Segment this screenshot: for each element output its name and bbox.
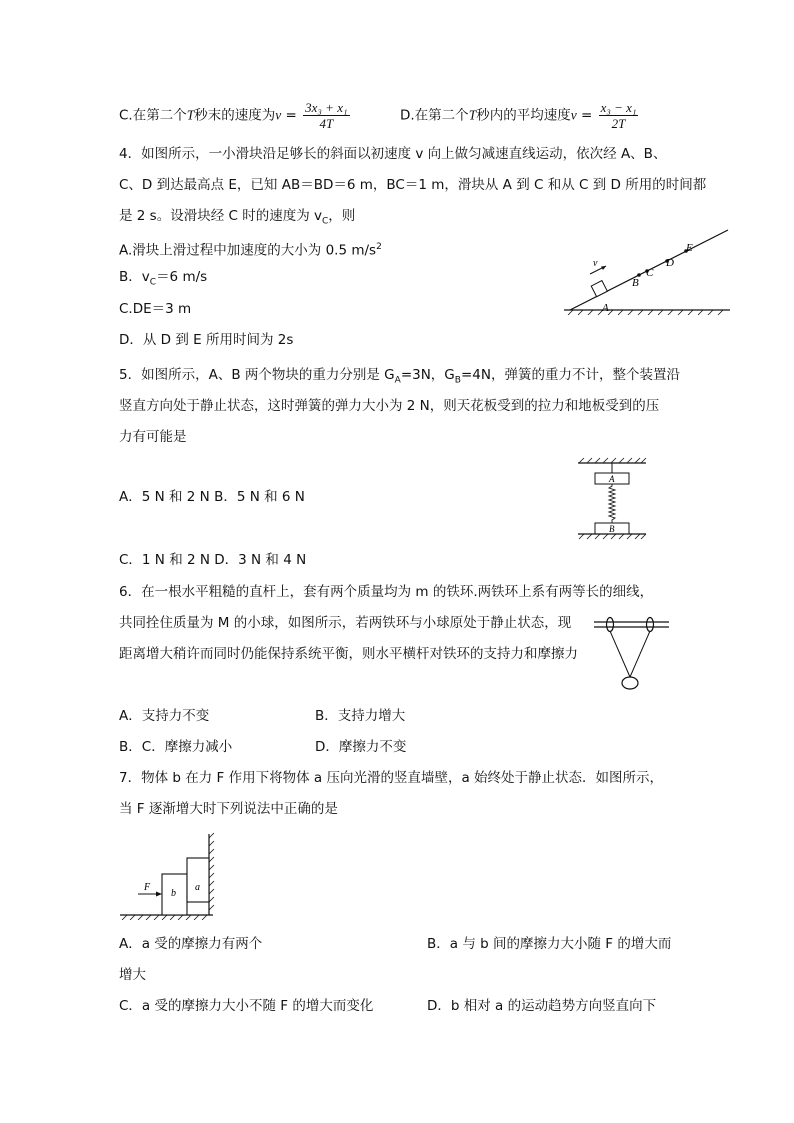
q6-option-c: B．C．摩擦力减小 (119, 739, 233, 755)
q3-c-fraction (303, 100, 349, 131)
q6-option-b: B．支持力增大 (315, 708, 406, 724)
q4-label-a: A (602, 302, 609, 314)
q7-label-f: F (144, 882, 151, 893)
q7-wall-figure (118, 832, 218, 920)
q7-line-1: 7．物体 b 在力 F 作用下将物体 a 压向光滑的竖直墙壁，a 始终处于静止状态．如图所示， (119, 770, 664, 786)
q7-wall-hatch (209, 833, 214, 910)
q6-string-left (610, 631, 630, 677)
q7-block-a (187, 858, 209, 902)
q4-option-b (119, 268, 207, 292)
q5-line-1-end: =4N，弹簧的重力不计，整个装置沿 (460, 367, 680, 383)
q4-option-b-sub: C (149, 277, 157, 288)
q5-spring-figure (575, 457, 650, 545)
q4-label-d: D (666, 257, 674, 269)
q4-option-d: D．从 D 到 E 所用时间为 2s (119, 332, 294, 348)
q4-label-c: C (646, 267, 654, 279)
q3-c-eq: = (281, 107, 302, 124)
q5-options-cd: C．1 N 和 2 N D．3 N 和 4 N (119, 552, 307, 568)
q4-line-3-sub: C (322, 216, 329, 227)
q5-line-1-sub-b: B (454, 375, 461, 386)
q6-ring-right (647, 618, 654, 632)
q3-d-mid: 秒内的平均速度 (476, 107, 571, 124)
q6-rings-figure (592, 612, 672, 694)
q6-option-a: A．支持力不变 (119, 708, 210, 724)
q5-line-3: 力有可能是 (119, 429, 187, 445)
q3-d-v: v (570, 107, 577, 123)
q4-line-1: 4．如图所示，一小滑块沿足够长的斜面以初速度 v 向上做匀减速直线运动，依次经 A、B、 (119, 146, 667, 162)
q4-line-3 (119, 207, 355, 231)
q5-floor-hatch (579, 534, 646, 539)
q3-c-prefix: C.在第二个 (119, 107, 187, 124)
q3-option-d (400, 100, 640, 131)
q6-line-1: 6．在一根水平粗糙的直杆上，套有两个质量均为 m 的铁环.两铁环上系有两等长的细线， (119, 584, 654, 600)
q7-floor-hatch (122, 915, 207, 920)
q7-option-c: C．a 受的摩擦力大小不随 F 的增大而变化 (119, 998, 374, 1014)
q7-force-arrowhead (156, 892, 162, 897)
q5-line-1-mid: =3N，G (400, 367, 455, 383)
q4-label-b: B (632, 277, 639, 289)
q3-c-v: v (275, 107, 282, 123)
q4-option-b-end: ＝6 m/s (156, 269, 208, 285)
q4-slider-block (591, 281, 607, 297)
q7-label-b: b (171, 888, 176, 899)
q3-d-eq: = (576, 107, 597, 124)
q4-option-b-pre: B．v (119, 269, 150, 285)
q5-line-2: 竖直方向处于静止状态，这时弹簧的弹力大小为 2 N，则天花板受到的拉力和地板受到的压 (119, 398, 660, 414)
q3-d-numerator: x₃ − x₁ (600, 100, 637, 115)
q5-line-1-sub-a: A (394, 375, 401, 386)
q5-line-1 (119, 366, 680, 390)
q7-option-b: B．a 与 b 间的摩擦力大小随 F 的增大而 (427, 936, 672, 952)
q6-line-2: 共同拴住质量为 M 的小球，如图所示，若两铁环与小球原处于静止状态，现 (119, 615, 572, 631)
q5-label-a: A (609, 474, 615, 484)
q5-label-b: B (609, 524, 615, 534)
q4-option-a-sup: 2 (376, 242, 382, 252)
q7-option-a: A．a 受的摩擦力有两个 (119, 936, 263, 952)
q6-line-3: 距离增大稍许而同时仍能保持系统平衡，则水平横杆对铁环的支持力和摩擦力 (119, 646, 578, 662)
q3-option-c (119, 100, 352, 131)
q3-c-denominator: 4T (319, 116, 334, 131)
q4-line-3-end: ，则 (328, 208, 356, 224)
q4-line-2: C、D 到达最高点 E，已知 AB＝BD＝6 m，BC＝1 m，滑块从 A 到 C 和从 C 到 D 所用的时间都 (119, 177, 707, 193)
q3-d-denominator: 2T (611, 116, 626, 131)
q5-spring (609, 484, 615, 523)
q4-option-c: C.DE＝3 m (119, 301, 192, 317)
q3-c-mid: 秒末的速度为 (194, 107, 276, 124)
q6-ball (622, 677, 638, 689)
q3-d-fraction (599, 100, 639, 131)
q4-label-v: v (593, 258, 598, 269)
q6-option-d: D．摩擦力不变 (315, 739, 407, 755)
q4-line-3-text: 是 2 s。设滑块经 C 时的速度为 v (119, 208, 322, 224)
q5-line-1-pre: 5．如图所示，A、B 两个物块的重力分别是 G (119, 367, 395, 383)
q7-option-d: D．b 相对 a 的运动趋势方向竖直向下 (427, 998, 657, 1014)
q4-label-e: E (686, 242, 693, 254)
q4-incline-figure (562, 228, 732, 318)
q3-d-prefix: D.在第二个 (400, 107, 469, 124)
q3-d-t: T (468, 107, 477, 123)
q4-option-a (119, 238, 382, 260)
q6-ring-left (607, 618, 614, 632)
q3-c-numerator: 3x₃ + x₁ (305, 100, 348, 115)
q3-c-t: T (186, 107, 195, 123)
q5-options-ab: A．5 N 和 2 N B．5 N 和 6 N (119, 489, 305, 505)
q7-line-2: 当 F 逐渐增大时下列说法中正确的是 (119, 801, 338, 817)
q7-label-a: a (195, 882, 200, 893)
q4-ground-hatch (568, 310, 723, 315)
q4-option-a-text: A.滑块上滑过程中加速度的大小为 0.5 m/s (119, 242, 377, 259)
q6-string-right (630, 631, 650, 677)
q7-option-b-continued: 增大 (119, 967, 146, 983)
q5-ceiling-hatch (579, 458, 646, 463)
